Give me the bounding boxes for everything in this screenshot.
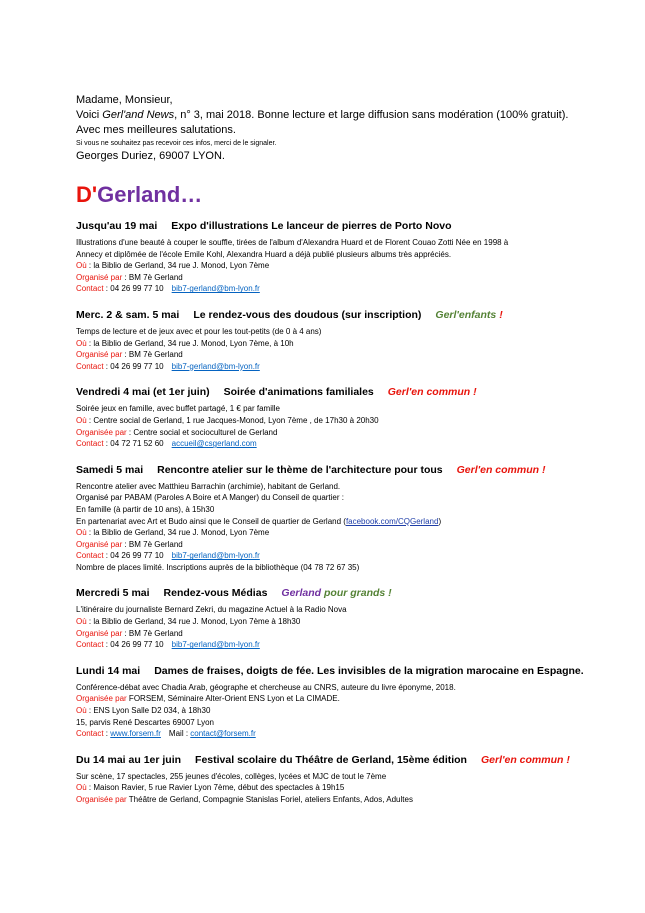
location-value: : ENS Lyon Salle D2 034, à 18h30 xyxy=(86,706,211,716)
location-label: Où xyxy=(76,706,87,716)
intro xyxy=(76,93,621,164)
event-organizer xyxy=(76,272,621,284)
greeting: Madame, Monsieur, xyxy=(76,94,173,106)
event-location xyxy=(76,260,621,272)
contact-label: Contact xyxy=(76,439,104,449)
contact-sep: : xyxy=(103,729,111,739)
contact-label: Contact xyxy=(76,640,104,650)
email-link[interactable]: accueil@csgerland.com xyxy=(171,439,257,449)
event-tag: Gerl'enfants xyxy=(435,308,497,321)
location-value: : la Biblio de Gerland, 34 rue J. Monod, Lyon 7ème à 18h30 xyxy=(86,617,301,627)
location-label: Où xyxy=(76,415,87,425)
event-title: Rencontre atelier sur le thème de l'architecture pour tous xyxy=(157,463,443,476)
event-organizer xyxy=(76,628,621,640)
organizer-value: : BM 7è Gerland xyxy=(122,628,183,638)
title-main: Gerland… xyxy=(97,182,203,207)
event-title: Soirée d'animations familiales xyxy=(223,386,374,399)
contact-phone: : 04 72 71 52 60 xyxy=(103,439,164,449)
email-link[interactable]: bib7-gerland@bm-lyon.fr xyxy=(171,551,260,561)
event-description: Conférence-débat avec Chadia Arab, géographe et chercheuse au CNRS, auteure du livre éponyme, 2018. xyxy=(76,682,456,692)
organizer-label: Organisée par xyxy=(76,694,127,704)
event-contact xyxy=(76,361,621,373)
partner-text-end: ) xyxy=(438,516,442,526)
event-contact xyxy=(76,728,621,740)
contact-phone: : 04 26 99 77 10 xyxy=(103,284,164,294)
event-organizer xyxy=(76,693,621,705)
event-title: Expo d'illustrations Le lanceur de pierres de Porto Novo xyxy=(171,220,452,232)
organizer-label: Organisée par xyxy=(76,427,127,437)
salutation: Avec mes meilleures salutations. xyxy=(76,124,236,136)
event-contact xyxy=(76,550,621,562)
event-note: Nombre de places limité. Inscriptions auprès de la bibliothèque (04 78 72 67 35) xyxy=(76,562,360,572)
location-label: Où xyxy=(76,338,87,348)
signature: Georges Duriez, 69007 LYON. xyxy=(76,150,225,162)
event-organizer xyxy=(76,427,621,439)
event-heading xyxy=(76,586,621,601)
organizer-value: Théâtre de Gerland, Compagnie Stanislas Foriel, ateliers Enfants, Ados, Adultes xyxy=(126,795,413,804)
event-item xyxy=(76,308,621,372)
email-link[interactable]: bib7-gerland@bm-lyon.fr xyxy=(171,361,260,371)
contact-phone: : 04 26 99 77 10 xyxy=(103,361,164,371)
contact-label: Contact xyxy=(76,729,104,739)
event-date: Lundi 14 mai xyxy=(76,664,141,677)
location-label: Où xyxy=(76,528,87,538)
email-link[interactable]: bib7-gerland@bm-lyon.fr xyxy=(171,640,260,650)
event-tag: Gerland xyxy=(281,587,322,600)
location-value: : Centre social de Gerland, 1 rue Jacques-Monod, Lyon 7ème , de 17h30 à 20h30 xyxy=(86,415,379,425)
event-title: Dames de fraises, doigts de fée. Les invisibles de la migration marocaine en Espagne. xyxy=(154,664,584,677)
event-location xyxy=(76,527,621,539)
organizer-value: : BM 7è Gerland xyxy=(122,350,183,360)
facebook-link[interactable]: facebook.com/CQGerland xyxy=(345,516,439,526)
intro-text-rest: , n° 3, mai 2018. Bonne lecture et large diffusion sans modération (100% gratuit). xyxy=(174,109,569,121)
contact-label: Contact xyxy=(76,284,104,294)
email-link[interactable]: bib7-gerland@bm-lyon.fr xyxy=(171,284,260,294)
organizer-value: : Centre social et socioculturel de Gerland xyxy=(126,427,278,437)
event-description: En famille (à partir de 10 ans), à 15h30 xyxy=(76,504,215,514)
event-description xyxy=(76,516,621,528)
organizer-value: : BM 7è Gerland xyxy=(122,539,183,549)
event-heading xyxy=(76,219,621,234)
location-value: : la Biblio de Gerland, 34 rue J. Monod, Lyon 7ème, à 10h xyxy=(86,338,294,348)
event-tag: Gerl'en commun ! xyxy=(387,386,477,399)
event-item xyxy=(76,463,621,574)
event-heading xyxy=(76,385,621,400)
event-title: Le rendez-vous des doudous (sur inscription) xyxy=(193,308,422,321)
event-heading xyxy=(76,664,621,679)
event-title: Festival scolaire du Théâtre de Gerland, 15ème édition xyxy=(195,753,467,766)
email-link[interactable]: contact@forsem.fr xyxy=(190,729,256,739)
event-heading xyxy=(76,463,621,478)
event-item xyxy=(76,664,621,740)
section-title xyxy=(76,181,621,209)
event-description: Rencontre atelier avec Matthieu Barrachin (archimie), habitant de Gerland. xyxy=(76,481,341,491)
event-description: L'itinéraire du journaliste Bernard Zekri, du magazine Actuel à la Radio Nova xyxy=(76,605,347,615)
event-tag: Gerl'en commun ! xyxy=(480,753,570,766)
event-date: Jusqu'au 19 mai xyxy=(76,220,158,232)
event-organizer xyxy=(76,794,621,806)
event-address: 15, parvis René Descartes 69007 Lyon xyxy=(76,717,215,727)
organizer-label: Organisé par xyxy=(76,628,123,638)
event-date: Merc. 2 & sam. 5 mai xyxy=(76,308,180,321)
event-date: Samedi 5 mai xyxy=(76,463,144,476)
organizer-label: Organisée par xyxy=(76,795,127,804)
newsletter-name: Gerl'and News xyxy=(102,109,175,121)
contact-phone: : 04 26 99 77 10 xyxy=(103,551,164,561)
event-heading xyxy=(76,308,621,323)
organizer-label: Organisé par xyxy=(76,350,123,360)
event-description: Illustrations d'une beauté à couper le souffle, tirées de l'album d'Alexandra Huard et de Florent Couao Zotti Née en 1998 à xyxy=(76,238,509,247)
event-date: Mercredi 5 mai xyxy=(76,587,150,600)
location-value: : Maison Ravier, 5 rue Ravier Lyon 7ème, début des spectacles à 19h15 xyxy=(86,783,345,793)
event-location xyxy=(76,705,621,717)
event-date: Vendredi 4 mai (et 1er juin) xyxy=(76,386,210,399)
website-link[interactable]: www.forsem.fr xyxy=(110,729,161,739)
organizer-label: Organisé par xyxy=(76,539,123,549)
intro-text: Voici xyxy=(76,109,103,121)
event-description: Soirée jeux en famille, avec buffet partagé, 1 € par famille xyxy=(76,404,280,414)
contact-phone: : 04 26 99 77 10 xyxy=(103,640,164,650)
event-contact xyxy=(76,438,621,450)
event-description: Sur scène, 17 spectacles, 255 jeunes d'écoles, collèges, lycées et MJC de tout le 7ème xyxy=(76,771,387,781)
partner-text: En partenariat avec Art et Budo ainsi que le Conseil de quartier de Gerland ( xyxy=(76,516,346,526)
location-label: Où xyxy=(76,783,87,793)
event-item xyxy=(76,586,621,650)
event-description: Organisé par PABAM (Paroles A Boire et A Manger) du Conseil de quartier : xyxy=(76,493,344,503)
event-date: Du 14 mai au 1er juin xyxy=(76,753,182,766)
event-tag-suffix: ! xyxy=(496,308,503,321)
contact-label: Contact xyxy=(76,361,104,371)
organizer-value: FORSEM, Séminaire Alter-Orient ENS Lyon et La CIMADE. xyxy=(126,694,340,704)
event-location xyxy=(76,782,621,794)
event-contact xyxy=(76,639,621,651)
event-location xyxy=(76,415,621,427)
event-contact xyxy=(76,283,621,295)
event-item xyxy=(76,753,621,806)
event-description: Temps de lecture et de jeux avec et pour les tout-petits (de 0 à 4 ans) xyxy=(76,326,322,336)
event-location xyxy=(76,338,621,350)
event-organizer xyxy=(76,539,621,551)
event-organizer xyxy=(76,349,621,361)
event-item xyxy=(76,385,621,449)
event-title: Rendez-vous Médias xyxy=(163,587,268,600)
event-location xyxy=(76,616,621,628)
location-label: Où xyxy=(76,617,87,627)
event-tag: Gerl'en commun ! xyxy=(456,463,546,476)
event-description: Annecy et diplômée de l'école Emile Kohl, Alexandra Huard a déjà publié plusieurs albums très appréciés. xyxy=(76,249,452,259)
event-item xyxy=(76,219,621,295)
intro-line xyxy=(76,108,621,123)
event-tag-suffix: pour grands ! xyxy=(321,587,392,600)
newsletter xyxy=(76,93,621,819)
organizer-label: Organisé par xyxy=(76,272,123,282)
contact-label: Contact xyxy=(76,551,104,561)
location-label: Où xyxy=(76,261,87,271)
location-value: : la Biblio de Gerland, 34 rue J. Monod, Lyon 7ème xyxy=(86,528,270,538)
unsubscribe-note: Si vous ne souhaitez pas recevoir ces infos, merci de le signaler. xyxy=(76,140,277,147)
title-prefix: D' xyxy=(76,182,98,207)
mail-label: Mail : xyxy=(168,729,191,739)
location-value: : la Biblio de Gerland, 34 rue J. Monod, Lyon 7ème xyxy=(86,261,270,271)
organizer-value: : BM 7è Gerland xyxy=(122,272,183,282)
event-heading xyxy=(76,753,621,768)
